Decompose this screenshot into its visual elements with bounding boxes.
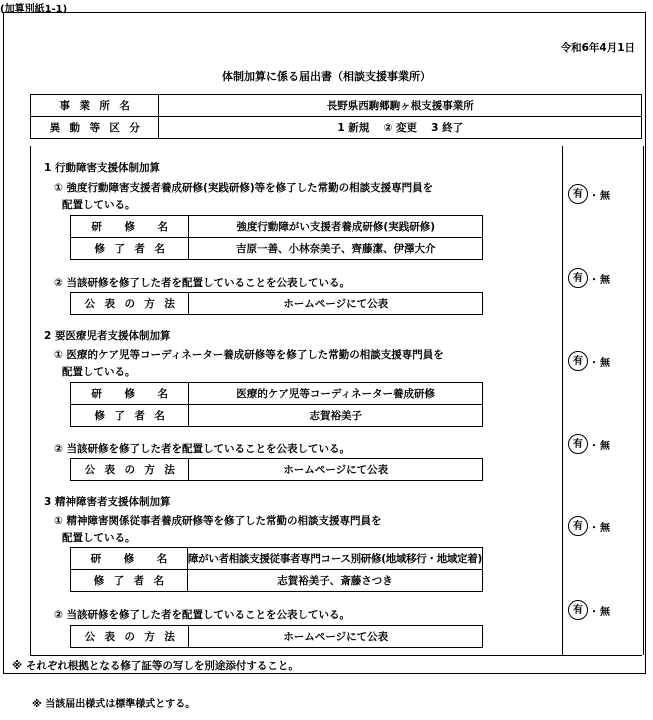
sec2-training-value: 医療的ケア児等コーディネーター養成研修 bbox=[189, 383, 483, 405]
sec3-method-value: ホームページにて公表 bbox=[189, 626, 483, 648]
sec1-item2-judgement bbox=[568, 268, 610, 288]
sec2-completer-label: 修了者名 bbox=[71, 405, 189, 427]
sec2-heading: 2 要医療児者支援体制加算 bbox=[44, 330, 171, 342]
sec3-item1-line2: 配置している。 bbox=[62, 532, 136, 544]
judge-separator: ・ bbox=[589, 274, 599, 286]
note-bottom: ※ 当該届出様式は標準様式とする。 bbox=[32, 699, 196, 710]
sec2-training-label: 研 修 名 bbox=[71, 383, 189, 405]
yes-circle-mark: 有 bbox=[568, 434, 588, 454]
yes-circle-mark: 有 bbox=[568, 516, 588, 536]
judgement-column-divider bbox=[562, 146, 563, 656]
sec2-item2: ② 当該研修を修了した者を配置していることを公表している。 bbox=[54, 443, 351, 455]
sec3-method-table bbox=[70, 625, 483, 648]
judge-no: 無 bbox=[600, 606, 610, 618]
yes-circle-mark: 有 bbox=[568, 184, 588, 204]
sec1-method-label: 公表の方法 bbox=[71, 293, 189, 315]
sec3-method-label: 公表の方法 bbox=[71, 626, 189, 648]
sec2-item1-line2: 配置している。 bbox=[62, 366, 136, 378]
judge-no: 無 bbox=[600, 274, 610, 286]
change-label: 異動等区分 bbox=[31, 117, 159, 139]
office-label: 事業所名 bbox=[31, 95, 159, 117]
sec2-item1-judgement bbox=[568, 351, 610, 371]
sec3-item2: ② 当該研修を修了した者を配置していることを公表している。 bbox=[54, 609, 351, 621]
judge-separator: ・ bbox=[589, 190, 599, 202]
judge-no: 無 bbox=[600, 357, 610, 369]
yes-circle-mark: 有 bbox=[568, 600, 588, 620]
sec1-item1-line1: ① 強度行動障害支援者養成研修(実践研修)等を修了した常勤の相談支援専門員を bbox=[54, 182, 434, 194]
sec2-training-table bbox=[70, 382, 483, 427]
sec3-training-label: 研 修 名 bbox=[71, 548, 188, 570]
form-id: (加算別紙1-1) bbox=[0, 4, 68, 15]
sec1-completer-label: 修了者名 bbox=[71, 238, 189, 260]
sec3-completer-label: 修了者名 bbox=[71, 570, 188, 592]
sec1-method-value: ホームページにて公表 bbox=[189, 293, 483, 315]
sec2-method-value: ホームページにて公表 bbox=[189, 459, 483, 481]
yes-circle-mark: 有 bbox=[568, 268, 588, 288]
judge-separator: ・ bbox=[589, 522, 599, 534]
sec2-method-label: 公表の方法 bbox=[71, 459, 189, 481]
judge-separator: ・ bbox=[589, 606, 599, 618]
sec3-item1-judgement bbox=[568, 516, 610, 536]
sec3-item1-line1: ① 精神障害関係従事者養成研修等を修了した常勤の相談支援専門員を bbox=[54, 515, 382, 527]
sec1-item2: ② 当該研修を修了した者を配置していることを公表している。 bbox=[54, 277, 351, 289]
sec1-training-label: 研 修 名 bbox=[71, 216, 189, 238]
judge-separator: ・ bbox=[589, 440, 599, 452]
sec1-heading: 1 行動障害支援体制加算 bbox=[44, 162, 160, 174]
sec1-training-value: 強度行動障がい支援者養成研修(実践研修) bbox=[189, 216, 483, 238]
sec2-item1-line1: ① 医療的ケア児等コーディネーター養成研修等を修了した常勤の相談支援専門員を bbox=[54, 349, 444, 361]
sec2-method-table bbox=[70, 458, 483, 481]
judge-no: 無 bbox=[600, 440, 610, 452]
sec3-item2-judgement bbox=[568, 600, 610, 620]
sec3-training-table bbox=[70, 547, 483, 592]
change-options: 1 新規 ② 変更 3 終了 bbox=[159, 117, 642, 139]
office-value: 長野県西駒郷駒ヶ根支援事業所 bbox=[159, 95, 642, 117]
sec1-item1-line2: 配置している。 bbox=[62, 199, 136, 211]
sec3-heading: 3 精神障害者支援体制加算 bbox=[44, 496, 171, 508]
note-in-frame: ※ それぞれ根拠となる修了証等の写しを別途添付すること。 bbox=[12, 660, 299, 672]
judge-no: 無 bbox=[600, 522, 610, 534]
form-date: 令和6年4月1日 bbox=[560, 42, 635, 54]
sec2-completer-value: 志賀裕美子 bbox=[189, 405, 483, 427]
form-title: 体制加算に係る届出書（相談支援事業所） bbox=[222, 70, 431, 83]
sec2-item2-judgement bbox=[568, 434, 610, 454]
sec1-training-table bbox=[70, 215, 483, 260]
judge-no: 無 bbox=[600, 190, 610, 202]
office-table bbox=[30, 94, 642, 139]
sec1-item1-judgement bbox=[568, 184, 610, 204]
sec1-completer-value: 吉原一善、小林奈美子、齊藤潔、伊澤大介 bbox=[189, 238, 483, 260]
judge-separator: ・ bbox=[589, 357, 599, 369]
sec1-method-table bbox=[70, 292, 483, 315]
main-section-bottom bbox=[30, 655, 642, 656]
sec3-completer-value: 志賀裕美子、斎藤さつき bbox=[187, 570, 482, 592]
yes-circle-mark: 有 bbox=[568, 351, 588, 371]
sec3-training-value: 障がい者相談支援従事者専門コース別研修(地域移行・地域定着) bbox=[187, 548, 482, 570]
